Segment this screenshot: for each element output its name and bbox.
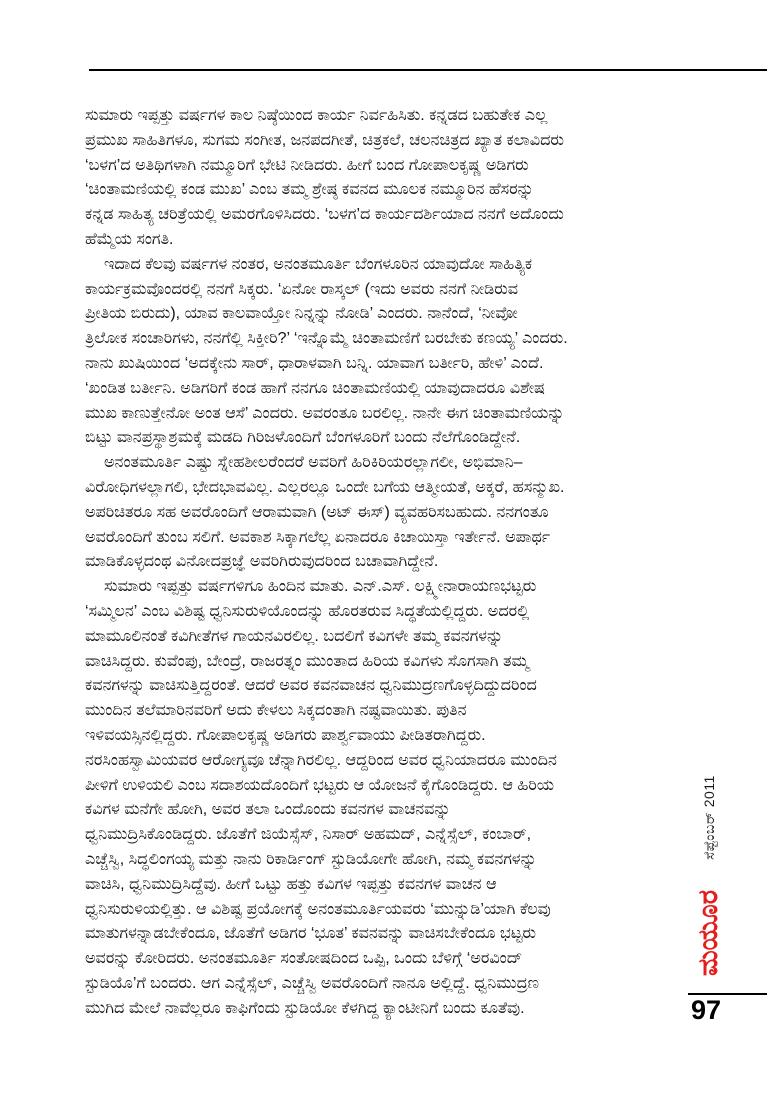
text-line: ಹೆಮ್ಮೆಯ ಸಂಗತಿ. xyxy=(85,230,174,248)
text-line: ವಾಚಿಸಿದ್ದರು. ಕುವೆಂಪು, ಬೇಂದ್ರೆ, ರಾಜರತ್ನಂ ಮುಂತಾದ ಹಿರಿಯ ಕವಿಗಳು ಸೊಗಸಾಗಿ ತಮ್ಮ xyxy=(85,652,529,670)
text-line: ಮುಗಿದ ಮೇಲೆ ನಾವೆಲ್ಲರೂ ಕಾಫಿಗೆಂದು ಸ್ಟುಡಿಯೋ ಕೆಳಗಿದ್ದ ಕ್ಯಾಂಟೀನಿಗೆ ಬಂದು ಕೂತೆವು. xyxy=(85,999,525,1017)
text-line: ಪ್ರಮುಖ ಸಾಹಿತಿಗಳೂ, ಸುಗಮ ಸಂಗೀತ, ಜನಪದಗೀತೆ, ಚಿತ್ರಕಲೆ, ಚಲನಚಿತ್ರದ ಖ್ಯಾತ ಕಲಾವಿದರು xyxy=(85,131,564,149)
page-number: 97 xyxy=(691,995,722,1025)
text-line: ಇದಾದ ಕೆಲವು ವರ್ಷಗಳ ನಂತರ, ಅನಂತಮೂರ್ತಿ ಬೆಂಗಳೂರಿನ ಯಾವುದೋ ಸಾಹಿತ್ಯಿಕ xyxy=(104,255,533,273)
text-line: ‘ಬಳಗ’ದ ಅತಿಥಿಗಳಾಗಿ ನಮ್ಮೂರಿಗೆ ಭೇಟಿ ನೀಡಿದರು. ಹೀಗೆ ಬಂದ ಗೋಪಾಲಕೃಷ್ಣ ಅಡಿಗರು xyxy=(85,156,529,174)
text-line: ಎಚ್ಚೆಸ್ವಿ, ಸಿದ್ಧಲಿಂಗಯ್ಯ ಮತ್ತು ನಾನು ರಿಕಾರ್ಡಿಂಗ್ ಸ್ಟುಡಿಯೋಗೇ ಹೋಗಿ, ನಮ್ಮ ಕವನಗಳನ್ನು xyxy=(85,850,537,868)
text-line: ಮುಖ ಕಾಣುತ್ತೇನೋ ಅಂತ ಆಸೆ’ ಎಂದರು. ಅವರಂತೂ ಬರಲಿಲ್ಲ. ನಾನೇ ಈಗ ಚಿಂತಾಮಣಿಯನ್ನು xyxy=(85,404,565,422)
text-line: ‘ಚಿಂತಾಮಣಿಯಲ್ಲಿ ಕಂಡ ಮುಖ’ ಎಂಬ ತಮ್ಮ ಶ್ರೇಷ್ಠ ಕವನದ ಮೂಲಕ ನಮ್ಮೂರಿನ ಹೆಸರನ್ನು xyxy=(85,181,534,199)
text-line: ಮಾತುಗಳನ್ನಾಡಬೇಕೆಂದೂ, ಜೊತೆಗೆ ಅಡಿಗರ ‘ಭೂತ’ ಕವನವನ್ನು ವಾಚಿಸಬೇಕೆಂದೂ ಭಟ್ಟರು xyxy=(85,925,537,943)
text-line: ಕವಿಗಳ ಮನೆಗೇ ಹೋಗಿ, ಅವರ ತಲಾ ಒಂದೊಂದು ಕವನಗಳ ವಾಚನವನ್ನು xyxy=(85,801,451,819)
text-line: ಸುಮಾರು ಇಪ್ಪತ್ತು ವರ್ಷಗಳ ಕಾಲ ನಿಷ್ಠೆಯಿಂದ ಕಾರ್ಯ ನಿರ್ವಹಿಸಿತು. ಕನ್ನಡದ ಬಹುತೇಕ ಎಲ್ಲ xyxy=(85,107,548,124)
article-body xyxy=(85,104,651,1021)
text-line: ಸುಮಾರು ಇಪ್ಪತ್ತು ವರ್ಷಗಳಿಗೂ ಹಿಂದಿನ ಮಾತು. ಎನ್.ಎಸ್. ಲಕ್ಷ್ಮೀನಾರಾಯಣಭಟ್ಟರು xyxy=(104,578,537,596)
text-line: ಅನಂತಮೂರ್ತಿ ಎಷ್ಟು ಸ್ನೇಹಶೀಲರೆಂದರೆ ಅವರಿಗೆ ಹಿರಿಕಿರಿಯರಲ್ಲಾಗಲೀ, ಅಭಿಮಾನಿ– xyxy=(104,454,523,472)
text-line: ಪ್ರೀತಿಯ ಬಿರುದು), ಯಾವ ಕಾಲವಾಯ್ತೋ ನಿನ್ನನ್ನು ನೋಡಿ’ ಎಂದರು. ನಾನೆಂದೆ, ‘ನೀವೋ xyxy=(85,305,518,323)
text-line: ಕನ್ನಡ ಸಾಹಿತ್ಯ ಚರಿತ್ರೆಯಲ್ಲಿ ಅಮರಗೊಳಿಸಿದರು. ‘ಬಳಗ’ದ ಕಾರ್ಯದರ್ಶಿಯಾದ ನನಗೆ ಅದೊಂದು xyxy=(85,206,564,224)
text-line: ವಾಚಿಸಿ, ಧ್ವನಿಮುದ್ರಿಸಿದ್ದೆವು. ಹೀಗೆ ಒಟ್ಟು ಹತ್ತು ಕವಿಗಳ ಇಪ್ಪತ್ತು ಕವನಗಳ ವಾಚನ ಆ xyxy=(85,875,497,893)
text-line: ನರಸಿಂಹಸ್ವಾಮಿಯವರ ಆರೋಗ್ಯವೂ ಚೆನ್ನಾಗಿರಲಿಲ್ಲ. ಆದ್ದರಿಂದ ಅವರ ಧ್ವನಿಯಾದರೂ ಮುಂದಿನ xyxy=(85,751,557,769)
text-line: ಅವರೊಂದಿಗೆ ತುಂಬ ಸಲಿಗೆ. ಅವಕಾಶ ಸಿಕ್ಕಾಗಲೆಲ್ಲ ಏನಾದರೂ ಕಿಚಾಯಿಸ್ತಾ ಇರ್ತೇನೆ. ಅಪಾರ್ಥ xyxy=(85,528,551,546)
text-line: ಮಾಡಿಕೊಳ್ಳದಂಥ ವಿನೋದಪ್ರಜ್ಞೆ ಅವರಿಗಿರುವುದರಿಂದ ಬಚಾವಾಗಿದ್ದೇನೆ. xyxy=(85,553,439,571)
text-line: ವಿರೋಧಿಗಳಲ್ಲಾಗಲಿ, ಭೇದಭಾವವಿಲ್ಲ. ಎಲ್ಲರಲ್ಲೂ ಒಂದೇ ಬಗೆಯ ಆತ್ಮೀಯತೆ, ಅಕ್ಕರೆ, ಹಸನ್ಮುಖ. xyxy=(85,478,565,496)
text-line: ಪೀಳಿಗೆ ಉಳಿಯಲಿ ಎಂಬ ಸದಾಶಯದೊಂದಿಗೆ ಭಟ್ಟರು ಆ ಯೋಜನೆ ಕೈಗೊಂಡಿದ್ದರು. ಆ ಹಿರಿಯ xyxy=(85,776,554,794)
text-line: ‘ಸಮ್ಮಿಲನ’ ಎಂಬ ವಿಶಿಷ್ಟ ಧ್ವನಿಸುರುಳಿಯೊಂದನ್ನು ಹೊರತರುವ ಸಿದ್ಧತೆಯಲ್ಲಿದ್ದರು. ಅದರಲ್ಲಿ xyxy=(85,602,530,620)
text-line: ‘ಖಂಡಿತ ಬರ್ತೀನಿ. ಅಡಿಗರಿಗೆ ಕಂಡ ಹಾಗೆ ನನಗೂ ಚಿಂತಾಮಣಿಯಲ್ಲಿ ಯಾವುದಾದರೂ ವಿಶೇಷ xyxy=(85,379,545,397)
magazine-logo xyxy=(688,884,730,982)
text-line: ಧ್ವನಿಸುರುಳಿಯಲ್ಲಿತ್ತು. ಆ ವಿಶಿಷ್ಟ ಪ್ರಯೋಗಕ್ಕೆ ಅನಂತಮೂರ್ತಿಯವರು ‘ಮುನ್ನುಡಿ’ಯಾಗಿ ಕೆಲವು xyxy=(85,900,551,918)
text-line: ಕಾರ್ಯಕ್ರಮವೊಂದರಲ್ಲಿ ನನಗೆ ಸಿಕ್ಕರು. ‘ಏನೋ ರಾಸ್ಕಲ್ (ಇದು ಅವರು ನನಗೆ ನೀಡಿರುವ xyxy=(85,280,519,298)
text-line: ಸ್ಟುಡಿಯೊ’ಗೆ ಬಂದರು. ಆಗ ಎನ್ನೆಸ್ಸೆಲ್, ಎಚ್ಚೆಸ್ವಿ ಅವರೊಂದಿಗೆ ನಾನೂ ಅಲ್ಲಿದ್ದೆ. ಧ್ವನಿಮುದ್ರಣ xyxy=(85,974,539,992)
text-line: ಇಳಿವಯಸ್ಸಿನಲ್ಲಿದ್ದರು. ಗೋಪಾಲಕೃಷ್ಣ ಅಡಿಗರು ಪಾರ್ಶ್ವವಾಯು ಪೀಡಿತರಾಗಿದ್ದರು. xyxy=(85,726,486,744)
issue-date-label: ಸೆಪ್ಟೆಂಬರ್ 2011 xyxy=(700,774,717,860)
text-line: ತ್ರಿಲೋಕ ಸಂಚಾರಿಗಳು, ನನಗೆಲ್ಲಿ ಸಿಕ್ತೀರಿ?’ ‘ಇನ್ನೊಮ್ಮೆ ಚಿಂತಾಮಣಿಗೆ ಬರಬೇಕು ಕಣಯ್ಯ’ ಎಂದರು. xyxy=(85,330,568,348)
magazine-logo-label: ಮಯೂರ xyxy=(693,889,724,977)
header-rule xyxy=(89,69,767,71)
text-line: ಧ್ವನಿಮುದ್ರಿಸಿಕೊಂಡಿದ್ದರು. ಜೊತೆಗೆ ಜಿಯೆಸ್ಸೆಸ್, ನಿಸಾರ್ ಅಹಮದ್, ಎನ್ನೆಸ್ಸೆಲ್, ಕಂಬಾರ್, xyxy=(85,826,532,844)
text-line: ಅವರನ್ನು ಕೋರಿದರು. ಅನಂತಮೂರ್ತಿ ಸಂತೋಷದಿಂದ ಒಪ್ಪಿ, ಒಂದು ಬೆಳಿಗ್ಗೆ ‘ಅರವಿಂದ್ xyxy=(85,950,523,968)
text-line: ಮಾಮೂಲಿನಂತೆ ಕವಿಗೀತೆಗಳ ಗಾಯನವಿರಲಿಲ್ಲ. ಬದಲಿಗೆ ಕವಿಗಳೇ ತಮ್ಮ ಕವನಗಳನ್ನು xyxy=(85,627,504,645)
text-line: ಬಿಟ್ಟು ವಾನಪ್ರಸ್ಥಾಶ್ರಮಕ್ಕೆ ಮಡದಿ ಗಿರಿಜಳೊಂದಿಗೆ ಬೆಂಗಳೂರಿಗೆ ಬಂದು ನೆಲೆಗೊಂಡಿದ್ದೇನೆ. xyxy=(85,429,521,447)
text-line: ನಾನು ಖುಷಿಯಿಂದ ‘ಅದಕ್ಕೇನು ಸಾರ್, ಧಾರಾಳವಾಗಿ ಬನ್ನಿ. ಯಾವಾಗ ಬರ್ತೀರಿ, ಹೇಳಿ’ ಎಂದೆ. xyxy=(85,354,544,372)
text-line: ಮುಂದಿನ ತಲೆಮಾರಿನವರಿಗೆ ಅದು ಕೇಳಲು ಸಿಕ್ಕದಂತಾಗಿ ನಷ್ಟವಾಯಿತು. ಪುತಿನ xyxy=(85,702,467,720)
text-line: ಅಪರಿಚಿತರೂ ಸಹ ಅವರೊಂದಿಗೆ ಆರಾಮವಾಗಿ (ಅಟ್ ಈಸ್) ವ್ಯವಹರಿಸಬಹುದು. ನನಗಂತೂ xyxy=(85,503,549,521)
issue-date xyxy=(691,750,727,884)
text-line: ಕವನಗಳನ್ನು ವಾಚಿಸುತ್ತಿದ್ದರಂತೆ. ಆದರೆ ಅವರ ಕವನವಾಚನ ಧ್ವನಿಮುದ್ರಣಗೊಳ್ಳದಿದ್ದುದರಿಂದ xyxy=(85,677,537,695)
